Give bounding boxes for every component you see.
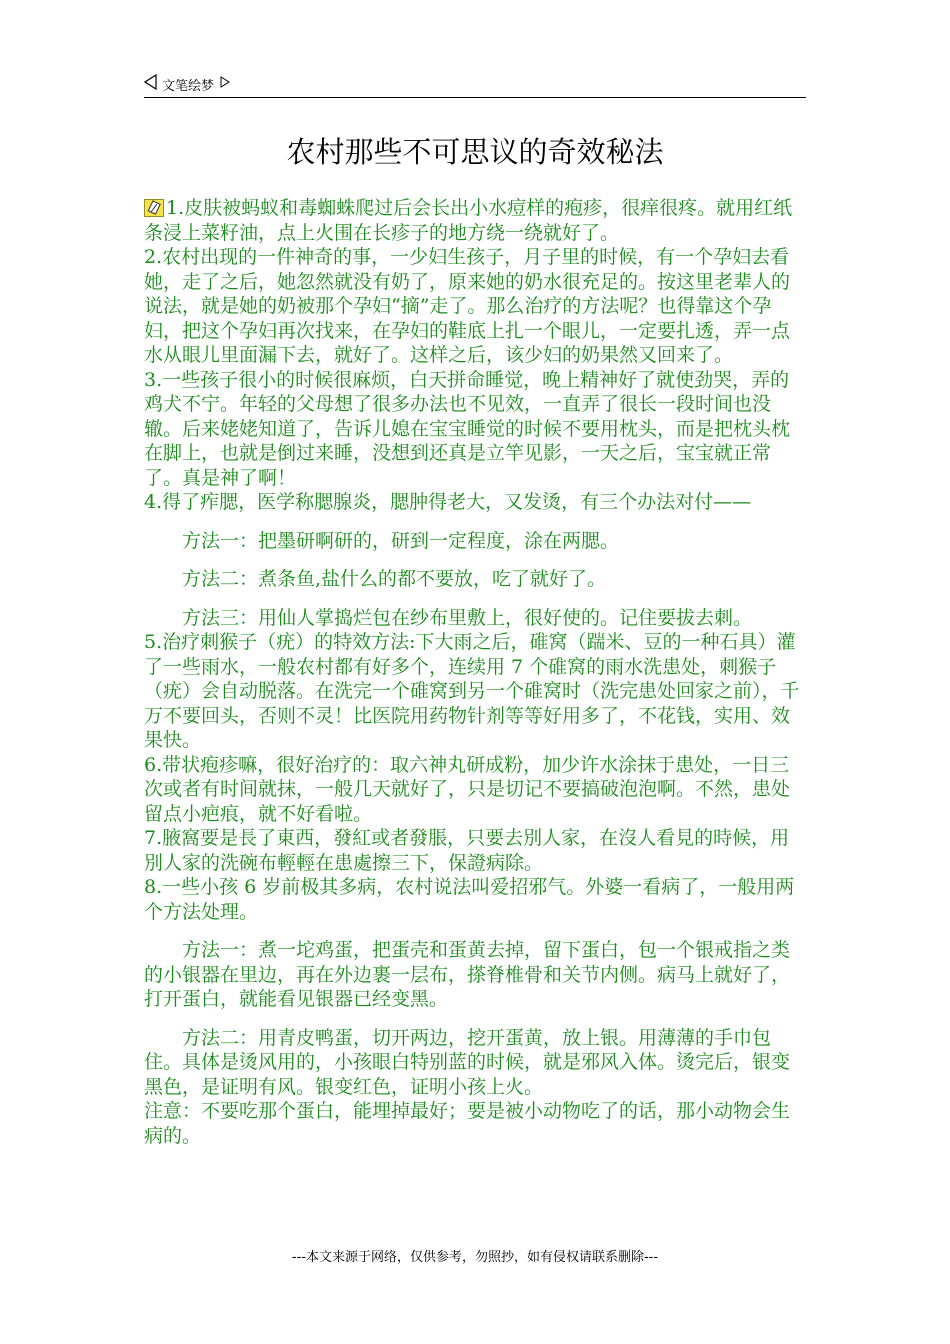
paragraph-1-text: 1.皮肤被蚂蚁和毒蜘蛛爬过后会长出小水痘样的疱疹，很痒很疼。就用红纸条浸上菜籽油，点上火围在长疹子的地方绕一绕就好了。 — [144, 197, 793, 244]
paragraph-7: 7.腋窩要是長了東西，發紅或者發脹，只要去別人家，在沒人看見的時候，用別人家的洗碗布輕輕在患處擦三下，保證病除。 — [144, 827, 790, 874]
page-header — [144, 74, 806, 98]
header-rule — [144, 97, 806, 98]
article-body — [144, 196, 808, 1148]
method-paragraph: 方法一：煮一坨鸡蛋，把蛋壳和蛋黄去掉，留下蛋白，包一个银戒指之类的小银器在里边，再在外边裹一层布，搽脊椎骨和关节内侧。病马上就好了，打开蛋白，就能看见银器已经变黑。 — [144, 939, 791, 1010]
method-paragraph: 方法二：用青皮鸭蛋，切开两边，挖开蛋黄，放上银。用薄薄的手巾包住。具体是烫风用的，小孩眼白特别蓝的时候，就是邪风入体。烫完后，银变黑色，是证明有风。银变红色，证明小孩上火。 — [144, 1026, 791, 1098]
method-paragraph: 方法一：把墨研啊研的，研到一定程度，涂在两腮。 — [182, 529, 620, 552]
paragraph-1 — [144, 196, 808, 245]
note-paragraph: 注意：不要吃那个蛋白，能埋掉最好；要是被小动物吃了的话，那小动物会生病的。 — [144, 1100, 791, 1147]
paragraph-8: 8.一些小孩 6 岁前极其多病，农村说法叫爱招邪气。外婆一看病了，一般用两个方法处理。 — [144, 876, 795, 923]
method-paragraph: 方法三：用仙人掌捣烂包在纱布里敷上，很好使的。记住要拔去刺。 — [182, 606, 753, 629]
header-label: 文笔绘梦 — [162, 78, 215, 94]
left-triangle-icon — [144, 74, 158, 94]
page-footer: ---本文来源于网络，仅供参考，勿照抄，如有侵权请联系删除--- — [291, 1250, 659, 1265]
paragraph-3: 3.一些孩子很小的时候很麻烦，白天拼命睡觉，晚上精神好了就使劲哭，弄的鸡犬不宁。年轻的父母想了很多办法也不见效，一直弄了很长一段时间也没辙。后来姥姥知道了，告诉儿媳在宝宝睡觉的时候不要用枕头，而是把枕头枕在脚上，也就是倒过来睡，没想到还真是立竿见影，一天之后，宝宝就正常了。真是神了啊！ — [144, 368, 791, 489]
paragraph-2: 2.农村出现的一件神奇的事，一少妇生孩子，月子里的时候，有一个孕妇去看她，走了之后，她忽然就没有奶了，原来她的奶水很充足的。按这里老辈人的说法，就是她的奶被那个孕妇“摘”走了。那么治疗的方法呢？也得靠这个孕妇，把这个孕妇再次找来，在孕妇的鞋底上扎一个眼儿，一定要扎透，弄一点水从眼儿里面漏下去，就好了。这样之后，该少妇的奶果然又回来了。 — [144, 246, 791, 366]
paragraph-6: 6.带状疱疹嘛，很好治疗的：取六神丸研成粉，加少许水涂抹于患处，一日三次或者有时间就抹，一般几天就好了，只是切记不要搞破泡泡啊。不然，患处留点小疤痕，就不好看啦。 — [144, 753, 791, 825]
paragraph-5: 5.治疗刺猴子（疣）的特效方法:下大雨之后，碓窝（踹米、豆的一种石具）灌了一些雨水，一般农村都有好多个，连续用 7 个碓窝的雨水洗患处，刺猴子（疣）会自动脱落。在洗完一个碓窝到另一个碓窝时（洗完患处回家之前），千万不要回头，否则不灵！比医院用药物针剂等等好用多了，不花钱，实用、效果快。 — [144, 631, 800, 751]
right-triangle-icon — [220, 76, 230, 92]
page-title: 农村那些不可思议的奇效秘法 — [286, 135, 664, 169]
note-icon — [144, 199, 164, 217]
method-paragraph: 方法二：煮条鱼,盐什么的都不要放，吃了就好了。 — [182, 568, 607, 590]
paragraph-4: 4.得了痄腮，医学称腮腺炎，腮肿得老大，又发烫，有三个办法对付—— — [144, 491, 752, 513]
